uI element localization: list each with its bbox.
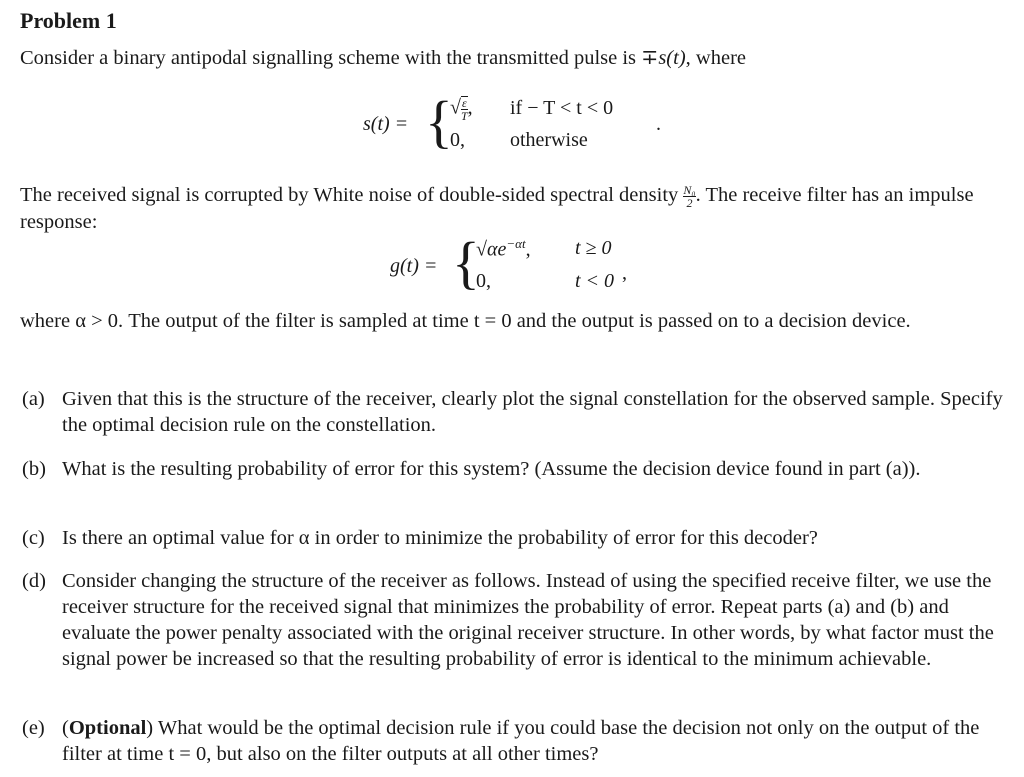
density-den: 2 [686,195,693,210]
problem-title: Problem 1 [20,8,117,33]
noise-density-fraction [683,184,695,209]
question-text: Is there an optimal value for α in order to minimize the probability of error for this decoder? [62,527,818,549]
received-text-after: . The receive filter has an impulse response: [20,184,974,233]
question-e-open-paren: ( [62,717,69,739]
s-brace: { [425,89,453,154]
s-sqrt-fraction [461,96,468,122]
s-sqrt-symbol: √ [450,96,461,119]
g-case2-condition: t < 0 [575,270,615,292]
question-text: Consider changing the structure of the receiver as follows. Instead of using the specified receive filter, we use the receiver structure for the received signal that minimizes the probability of error. Repeat parts (a) and (b) and evaluate the power penalty associated with the original receiver structure. In other words, by what factor must the signal power be increased so that the resulting probability of error is identical to the minimum achievable. [62,570,994,670]
g-sqrt-alpha-e: √αe [476,238,507,261]
s-trailing: . [656,113,661,135]
s-frac-den: T [460,109,468,123]
g-exponent: −αt [506,236,526,251]
density-num: N₀ [683,182,696,197]
received-paragraph [20,182,1010,235]
g-comma: , [525,238,531,261]
question-letter: (a) [22,388,45,410]
intro-paragraph [20,45,1010,71]
g-trailing: , [622,262,627,284]
question-letter: (d) [22,570,46,592]
g-lhs: g(t) = [390,255,438,277]
question-text: Given that this is the structure of the receiver, clearly plot the signal constellation for the observed sample. Specify the optimal decision rule on the constellation. [62,388,1003,436]
question-letter: (b) [22,458,46,480]
s-case1-condition: if − T < t < 0 [510,97,614,119]
g-case2-value: 0, [476,270,491,292]
s-case2-value: 0, [450,129,465,151]
where-paragraph: where α > 0. The output of the filter is sampled at time t = 0 and the output is passed on to a decision device. [20,310,911,332]
received-text-before: The received signal is corrupted by White noise of double-sided spectral density [20,184,684,206]
g-case1-condition: t ≥ 0 [575,237,612,259]
question-text: What is the resulting probability of error for this system? (Assume the decision device found in part (a)). [62,458,921,480]
s-lhs: s(t) = [363,113,409,135]
intro-text-after: , where [685,47,747,69]
g-case1-value [476,236,531,262]
s-case1-value: √ $\frac{\varepsilon}{T}$ , [450,96,473,123]
question-text [62,715,1007,767]
s-frac-num: ε [461,96,467,110]
question-e-optional-label: Optional [68,717,147,739]
intro-pulse: ∓s(t) [641,47,686,69]
s-case2-condition: otherwise [510,129,588,151]
intro-text-before: Consider a binary antipodal signalling scheme with the transmitted pulse is [20,47,642,69]
question-e-text: ) What would be the optimal decision rule if you could base the decision not only on the output of the filter at time t = 0, but also on the filter outputs at all other times? [62,717,980,765]
g-brace: { [452,230,480,295]
question-letter: (c) [22,527,45,549]
question-letter: (e) [22,717,45,739]
